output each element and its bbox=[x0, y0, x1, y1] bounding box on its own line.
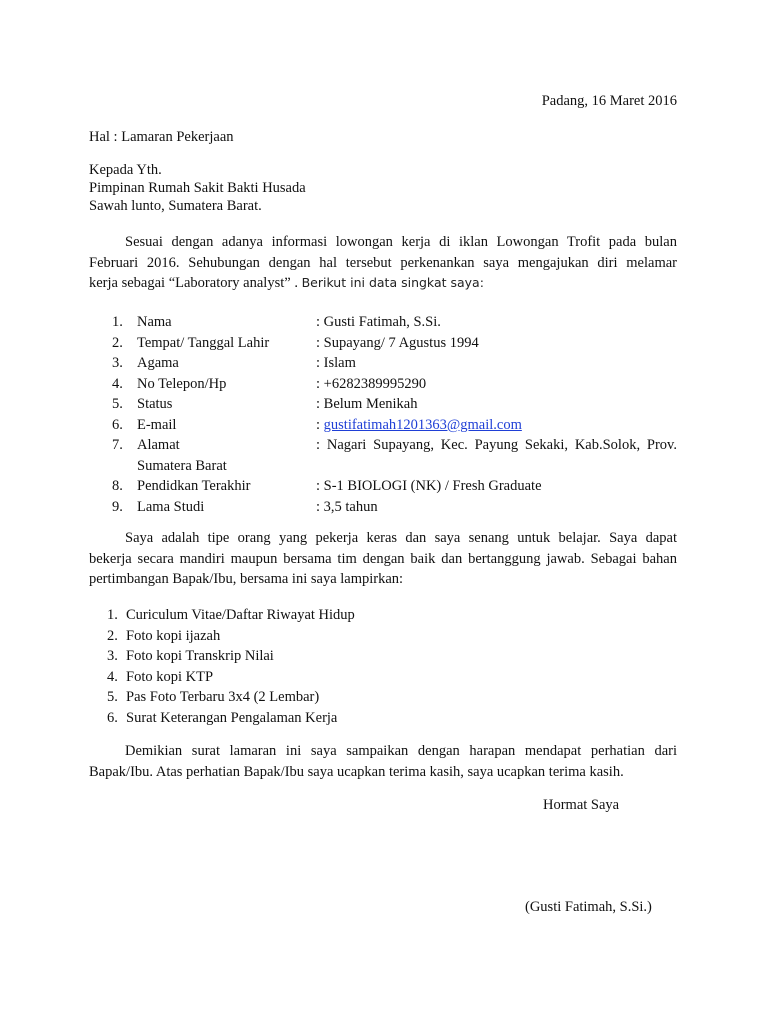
attachment-text: Curiculum Vitae/Daftar Riwayat Hidup bbox=[126, 607, 355, 623]
alamat-continuation: Sumatera Barat bbox=[137, 457, 227, 474]
data-row-number: 6. bbox=[112, 416, 123, 433]
middle-paragraph bbox=[89, 528, 677, 590]
data-row-value: : Belum Menikah bbox=[316, 396, 418, 412]
attachment-item bbox=[107, 687, 319, 707]
opening-line-3 bbox=[89, 273, 677, 294]
data-row-number: 3. bbox=[112, 355, 123, 371]
attachment-text: Foto kopi ijazah bbox=[126, 627, 221, 644]
data-row-number: 8. bbox=[112, 478, 123, 494]
data-row-value: : Gusti Fatimah, S.Si. bbox=[316, 314, 441, 330]
recipient-salutation: Kepada Yth. bbox=[89, 162, 162, 178]
regards-text: Hormat Saya bbox=[543, 797, 620, 813]
closing-line-2: Bapak/Ibu. Atas perhatian Bapak/Ibu saya ucapkan terima kasih, saya ucapkan terima kasih. bbox=[89, 763, 624, 780]
middle-line-1: Saya adalah tipe orang yang pekerja keras dan saya senang untuk belajar. Saya dapat bbox=[125, 530, 677, 546]
data-row-value: : Nagari Supayang, Kec. Payung Sekaki, Kab.Solok, Prov. bbox=[316, 437, 677, 453]
attachment-text: Foto kopi KTP bbox=[126, 668, 214, 685]
attachment-number: 5. bbox=[107, 689, 118, 705]
attachment-number: 4. bbox=[107, 668, 118, 685]
data-row-label: Status bbox=[137, 396, 173, 412]
data-row-value: : S-1 BIOLOGI (NK) / Fresh Graduate bbox=[316, 478, 542, 494]
attachment-item bbox=[107, 708, 337, 728]
place-date: Padang, 16 Maret 2016 bbox=[541, 93, 677, 109]
opening-paragraph bbox=[89, 232, 677, 294]
attachment-item bbox=[107, 667, 213, 687]
data-row-number: 5. bbox=[112, 396, 123, 412]
data-row-value: : Islam bbox=[316, 355, 356, 371]
data-row-value: : +6282389995290 bbox=[316, 375, 427, 392]
attachment-text: Surat Keterangan Pengalaman Kerja bbox=[126, 709, 338, 726]
data-row-number: 4. bbox=[112, 375, 123, 392]
opening-line-1: Sesuai dengan adanya informasi lowongan kerja di iklan Lowongan Trofit pada bulan bbox=[125, 234, 677, 250]
data-row-value: : 3,5 tahun bbox=[316, 498, 378, 515]
data-row-label: E-mail bbox=[137, 416, 177, 433]
attachment-item bbox=[107, 646, 274, 666]
email-prefix: : bbox=[316, 416, 324, 433]
attachment-number: 2. bbox=[107, 627, 118, 644]
data-row-label: No Telepon/Hp bbox=[137, 375, 227, 392]
recipient-address: Sawah lunto, Sumatera Barat. bbox=[89, 198, 262, 214]
data-row-number: 9. bbox=[112, 498, 123, 515]
data-row-number: 2. bbox=[112, 334, 123, 351]
opening-line-3a: kerja sebagai “Laboratory analyst” . bbox=[89, 275, 302, 291]
data-row-value bbox=[316, 415, 522, 435]
opening-line-2: Februari 2016. Sehubungan dengan hal tersebut perkenankan saya mengajukan diri melamar bbox=[89, 254, 677, 271]
data-row-label: Nama bbox=[137, 314, 172, 330]
middle-line-2: bekerja secara mandiri maupun bersama tim dengan baik dan bertanggung jawab. Sebagai bahan bbox=[89, 550, 677, 567]
opening-line-3b: Berikut ini data singkat saya: bbox=[301, 275, 484, 290]
attachment-number: 3. bbox=[107, 648, 118, 664]
closing-line-1: Demikian surat lamaran ini saya sampaikan dengan harapan mendapat perhatian dari bbox=[125, 743, 677, 759]
attachment-text: Pas Foto Terbaru 3x4 (2 Lembar) bbox=[126, 689, 320, 705]
attachment-item bbox=[107, 605, 355, 625]
data-row-number: 7. bbox=[112, 437, 123, 453]
data-row-label: Pendidkan Terakhir bbox=[137, 478, 251, 494]
attachment-text: Foto kopi Transkrip Nilai bbox=[126, 648, 274, 664]
signatory-name: (Gusti Fatimah, S.Si.) bbox=[525, 899, 652, 915]
middle-line-3: pertimbangan Bapak/Ibu, bersama ini saya lampirkan: bbox=[89, 571, 404, 587]
subject-line: Hal : Lamaran Pekerjaan bbox=[89, 129, 234, 145]
data-row-number: 1. bbox=[112, 314, 123, 330]
data-row-value: : Supayang/ 7 Agustus 1994 bbox=[316, 334, 479, 351]
data-row-label: Agama bbox=[137, 355, 179, 371]
data-row-label: Lama Studi bbox=[137, 498, 205, 515]
closing-paragraph bbox=[89, 741, 677, 782]
data-row-label: Alamat bbox=[137, 437, 180, 453]
attachment-item bbox=[107, 626, 220, 646]
attachment-number: 6. bbox=[107, 709, 118, 726]
email-link[interactable]: gustifatimah1201363@gmail.com bbox=[323, 416, 522, 433]
attachment-number: 1. bbox=[107, 607, 118, 623]
data-row-label: Tempat/ Tanggal Lahir bbox=[137, 334, 270, 351]
recipient-name: Pimpinan Rumah Sakit Bakti Husada bbox=[89, 180, 306, 196]
